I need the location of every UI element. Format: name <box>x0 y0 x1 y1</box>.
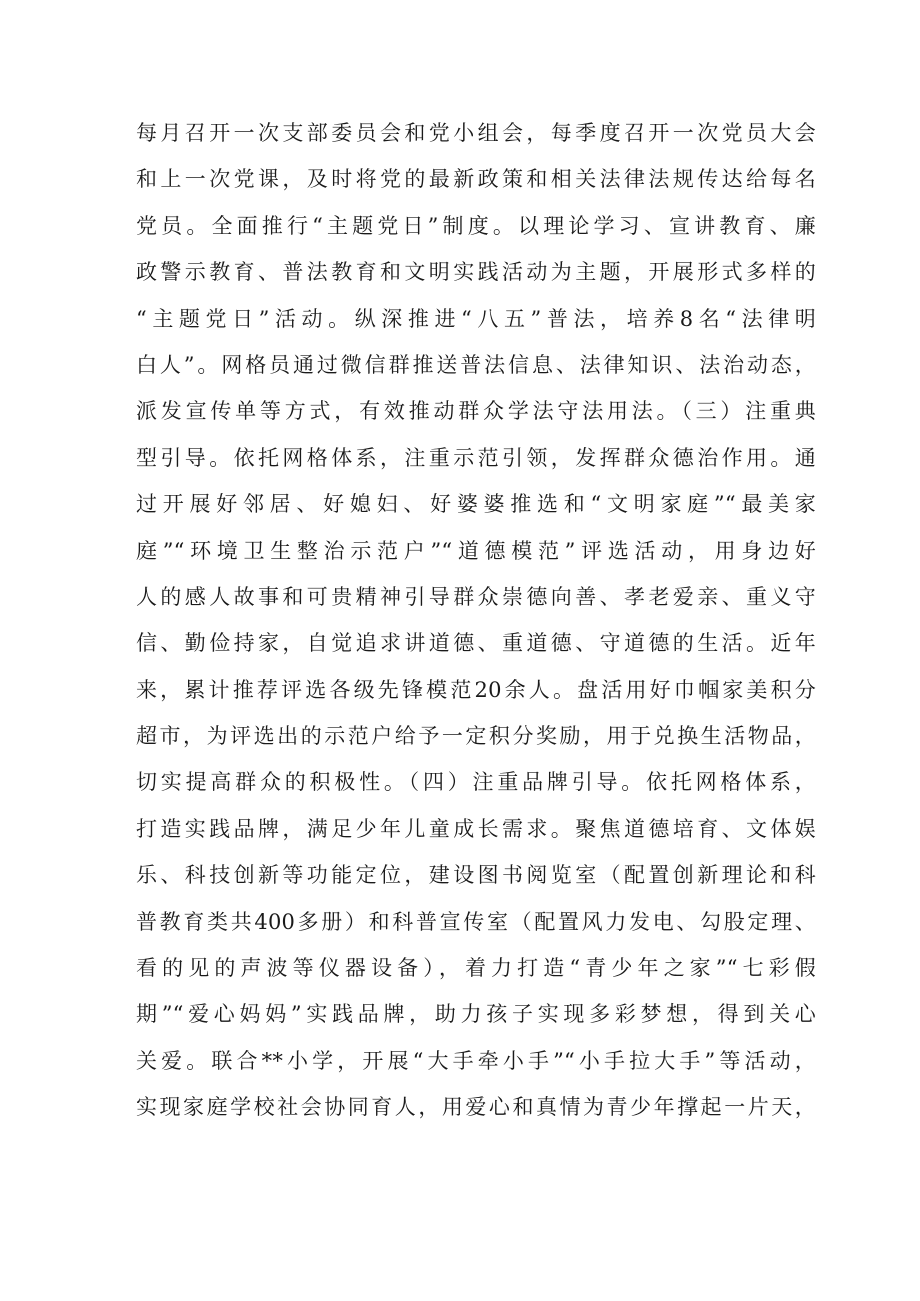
text-line: 打造实践品牌，满足少年儿童成长需求。聚焦道德培育、文体娱 <box>136 816 816 841</box>
text-line: 过开展好邻居、好媳妇、好婆婆推选和“文明家庭”“最美家 <box>136 492 816 517</box>
text-line: 来，累计推荐评选各级先锋模范20余人。盘活用好巾帼家美积分 <box>136 677 816 702</box>
body-text <box>136 110 816 1131</box>
text-line: 每月召开一次支部委员会和党小组会，每季度召开一次党员大会 <box>136 121 816 145</box>
text-line: 关爱。联合**小学，开展“大手牵小手”“小手拉大手”等活动， <box>136 1048 816 1073</box>
text-line: 型引导。依托网格体系，注重示范引领，发挥群众德治作用。通 <box>136 445 816 470</box>
text-line: 乐、科技创新等功能定位，建设图书阅览室（配置创新理论和科 <box>136 863 816 888</box>
text-line: “主题党日”活动。纵深推进“八五”普法，培养8名“法律明 <box>136 306 816 331</box>
text-line: 普教育类共400多册）和科普宣传室（配置风力发电、勾股定理、 <box>136 909 816 934</box>
text-line: 切实提高群众的积极性。（四）注重品牌引导。依托网格体系， <box>136 770 816 795</box>
text-line: 实现家庭学校社会协同育人，用爱心和真情为青少年撑起一片天， <box>136 1095 816 1120</box>
text-line: 人的感人故事和可贵精神引导群众崇德向善、孝老爱亲、重义守 <box>136 584 816 609</box>
text-line: 白人”。网格员通过微信群推送普法信息、法律知识、法治动态， <box>136 352 816 377</box>
text-line: 政警示教育、普法教育和文明实践活动为主题，开展形式多样的 <box>136 260 816 285</box>
text-line: 党员。全面推行“主题党日”制度。以理论学习、宣讲教育、廉 <box>136 213 816 238</box>
text-line: 派发宣传单等方式，有效推动群众学法守法用法。（三）注重典 <box>136 399 816 424</box>
text-line: 和上一次党课，及时将党的最新政策和相关法律法规传达给每名 <box>136 167 816 192</box>
text-line: 看的见的声波等仪器设备），着力打造“青少年之家”“七彩假 <box>136 956 816 981</box>
text-line: 信、勤俭持家，自觉追求讲道德、重道德、守道德的生活。近年 <box>136 631 816 656</box>
text-line: 超市，为评选出的示范户给予一定积分奖励，用于兑换生活物品， <box>136 724 816 749</box>
text-line: 庭”“环境卫生整治示范户”“道德模范”评选活动，用身边好 <box>136 538 816 563</box>
text-line: 期”“爱心妈妈”实践品牌，助力孩子实现多彩梦想，得到关心 <box>136 1002 816 1027</box>
